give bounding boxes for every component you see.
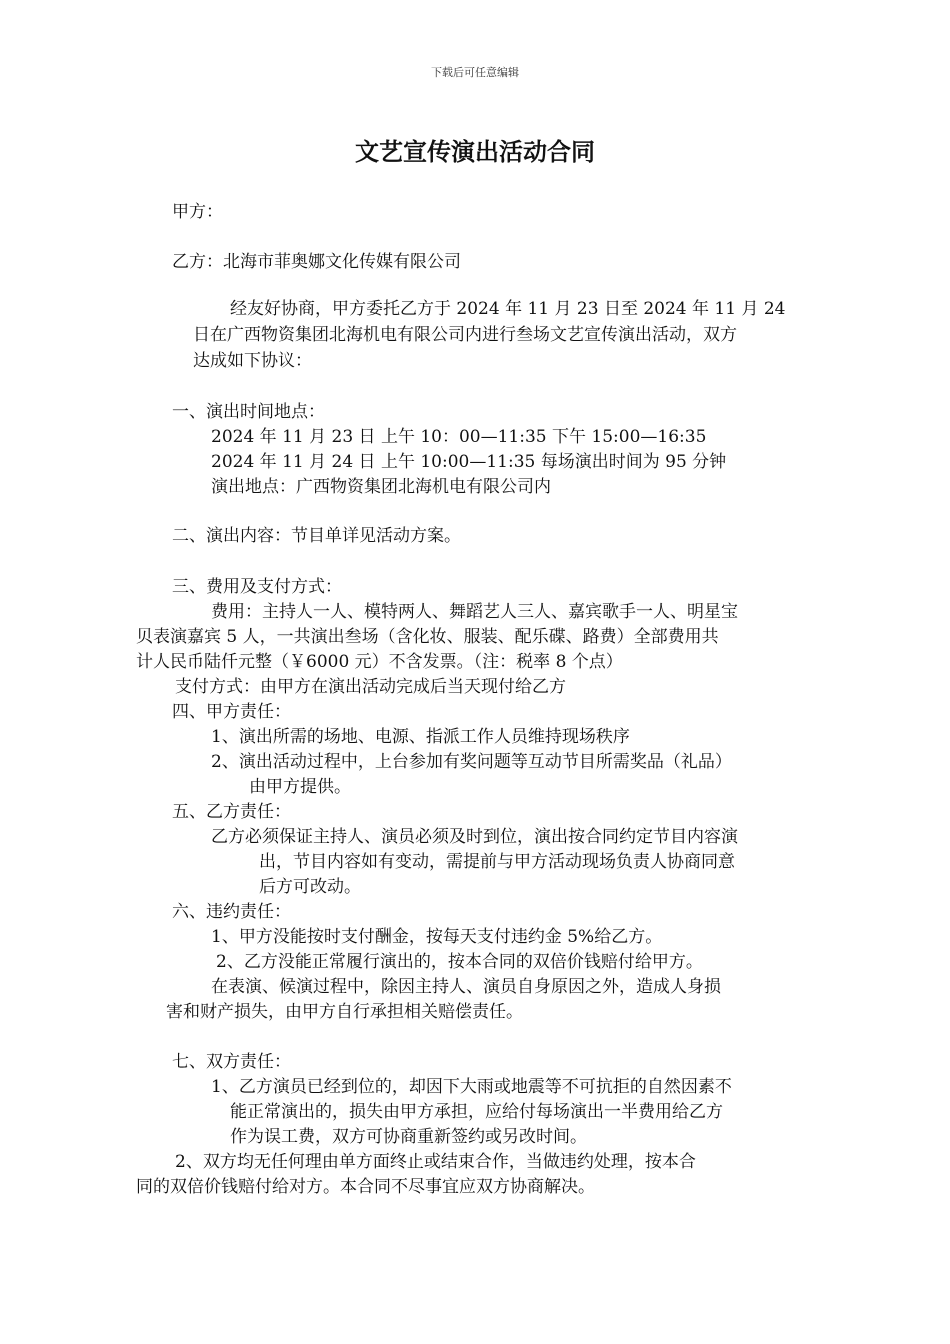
s4-line: 1、演出所需的场地、电源、指派工作人员维持现场秩序 [211,727,630,747]
s4-line: 由甲方提供。 [249,777,351,797]
s7-line: 1、乙方演员已经到位的，却因下大雨或地震等不可抗拒的自然因素不 [211,1077,732,1097]
s6-line: 害和财产损失，由甲方自行承担相关赔偿责任。 [166,1002,523,1022]
section-1-heading: 一、演出时间地点： [172,402,325,422]
s4-line: 2、演出活动过程中，上台参加有奖问题等互动节目所需奖品（礼品） [211,752,732,772]
s6-line: 在表演、候演过程中，除因主持人、演员自身原因之外，造成人身损 [211,977,721,997]
s5-line: 出，节目内容如有变动，需提前与甲方活动现场负责人协商同意 [259,852,735,872]
s7-line: 同的双倍价钱赔付给对方。本合同不尽事宜应双方协商解决。 [136,1177,595,1197]
intro-line-1: 经友好协商，甲方委托乙方于 2024 年 11 月 23 日至 2024 年 11 月 24 [230,299,786,319]
s3-line: 费用：主持人一人、模特两人、舞蹈艺人三人、嘉宾歌手一人、明星宝 [211,602,738,622]
s7-line: 作为误工费，双方可协商重新签约或另改时间。 [230,1127,587,1147]
s3-line: 贝表演嘉宾 5 人，一共演出叁场（含化妆、服装、配乐碟、路费）全部费用共 [136,627,719,647]
party-b: 乙方：北海市菲奥娜文化传媒有限公司 [172,252,461,272]
section-3-heading: 三、费用及支付方式： [172,577,342,597]
section-4-heading: 四、甲方责任： [172,702,291,722]
s7-line: 2、双方均无任何理由单方面终止或结束合作，当做违约处理，按本合 [175,1152,696,1172]
s5-line: 乙方必须保证主持人、演员必须及时到位，演出按合同约定节目内容演 [211,827,738,847]
s1-line: 2024 年 11 月 23 日 上午 10：00—11:35 下午 15:00—16:35 [211,427,707,447]
s1-line: 演出地点：广西物资集团北海机电有限公司内 [211,477,551,497]
party-a: 甲方： [172,202,223,222]
section-2-heading: 二、演出内容：节目单详见活动方案。 [172,526,461,546]
s6-line: 1、甲方没能按时支付酬金，按每天支付违约金 5%给乙方。 [211,927,663,947]
section-6-heading: 六、违约责任： [172,902,291,922]
payment-method: 支付方式：由甲方在演出活动完成后当天现付给乙方 [175,677,566,697]
s1-line: 2024 年 11 月 24 日 上午 10:00—11:35 每场演出时间为 95 分钟 [211,452,727,472]
page-title: 文艺宣传演出活动合同 [355,138,595,166]
s6-line: 2、乙方没能正常履行演出的，按本合同的双倍价钱赔付给甲方。 [216,952,703,972]
section-7-heading: 七、双方责任： [172,1052,291,1072]
s3-line: 计人民币陆仟元整（￥6000 元）不含发票。（注：税率 8 个点） [136,652,623,672]
s7-line: 能正常演出的，损失由甲方承担，应给付每场演出一半费用给乙方 [230,1102,723,1122]
intro-line-3: 达成如下协议： [193,351,312,371]
header-note: 下载后可任意编辑 [431,66,519,79]
s5-line: 后方可改动。 [259,877,361,897]
section-5-heading: 五、乙方责任： [172,802,291,822]
intro-line-2: 日在广西物资集团北海机电有限公司内进行叁场文艺宣传演出活动，双方 [193,325,737,345]
